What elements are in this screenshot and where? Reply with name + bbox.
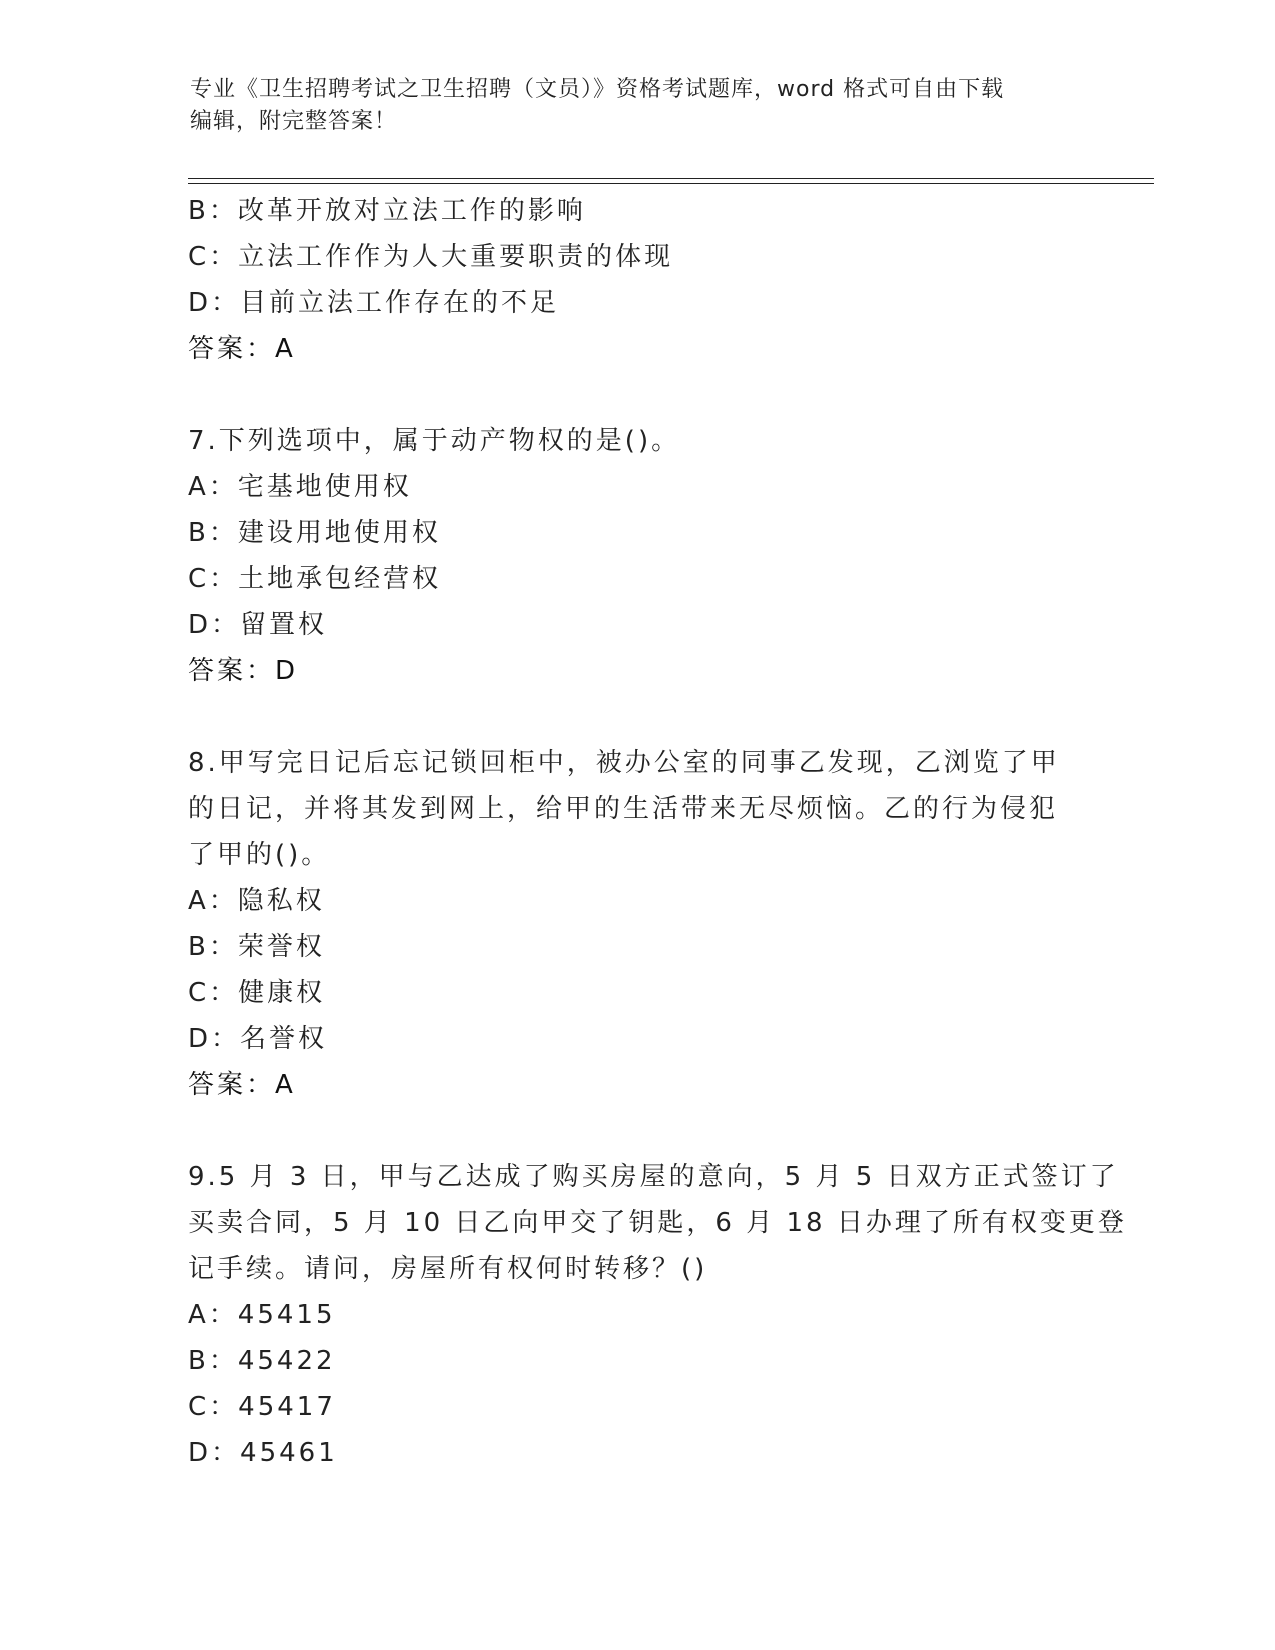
option-c: C：立法工作作为人大重要职责的体现 <box>188 242 674 272</box>
question-text: 9.5 月 3 日，甲与乙达成了购买房屋的意向，5 月 5 日双方正式签订了 <box>188 1162 1119 1192</box>
option-a: A：宅基地使用权 <box>188 472 412 502</box>
question-text: 7.下列选项中，属于动产物权的是()。 <box>188 426 681 456</box>
question-8 <box>188 740 1088 1108</box>
option-a: A：45415 <box>188 1300 336 1330</box>
option-b: B：荣誉权 <box>188 932 325 962</box>
header-line-1: 专业《卫生招聘考试之卫生招聘（文员）》资格考试题库，word 格式可自由下载 <box>190 77 1005 102</box>
answer-line: 答案：A <box>188 334 296 364</box>
option-c: C：土地承包经营权 <box>188 564 442 594</box>
option-c: C：健康权 <box>188 978 326 1008</box>
option-d: D：留置权 <box>188 610 328 640</box>
question-text: 买卖合同，5 月 10 日乙向甲交了钥匙，6 月 18 日办理了所有权变更登 <box>188 1208 1127 1238</box>
answer-line: 答案：D <box>188 656 299 686</box>
option-b: B：45422 <box>188 1346 336 1376</box>
answer-line: 答案：A <box>188 1070 296 1100</box>
option-b: B：建设用地使用权 <box>188 518 441 548</box>
question-text: 的日记，并将其发到网上，给甲的生活带来无尽烦恼。乙的行为侵犯 <box>188 794 1059 824</box>
spacer <box>188 694 1088 740</box>
question-content <box>188 188 1127 1476</box>
question-7 <box>188 418 1088 694</box>
prev-question-block <box>188 188 1088 372</box>
question-text: 8.甲写完日记后忘记锁回柜中，被办公室的同事乙发现，乙浏览了甲 <box>188 748 1060 778</box>
spacer <box>188 1108 1088 1154</box>
spacer <box>188 372 1088 418</box>
question-text: 记手续。请问，房屋所有权何时转移？() <box>188 1254 708 1284</box>
option-d: D：45461 <box>188 1438 338 1468</box>
document-header <box>190 74 1090 138</box>
option-c: C：45417 <box>188 1392 336 1422</box>
option-b: B：改革开放对立法工作的影响 <box>188 196 586 226</box>
header-divider-bottom <box>188 183 1154 184</box>
header-line-2: 编辑，附完整答案！ <box>190 109 398 134</box>
option-a: A：隐私权 <box>188 886 325 916</box>
question-text: 了甲的()。 <box>188 840 331 870</box>
header-divider-top <box>188 178 1154 179</box>
option-d: D：目前立法工作存在的不足 <box>188 288 560 318</box>
question-9 <box>188 1154 1127 1476</box>
option-d: D：名誉权 <box>188 1024 328 1054</box>
